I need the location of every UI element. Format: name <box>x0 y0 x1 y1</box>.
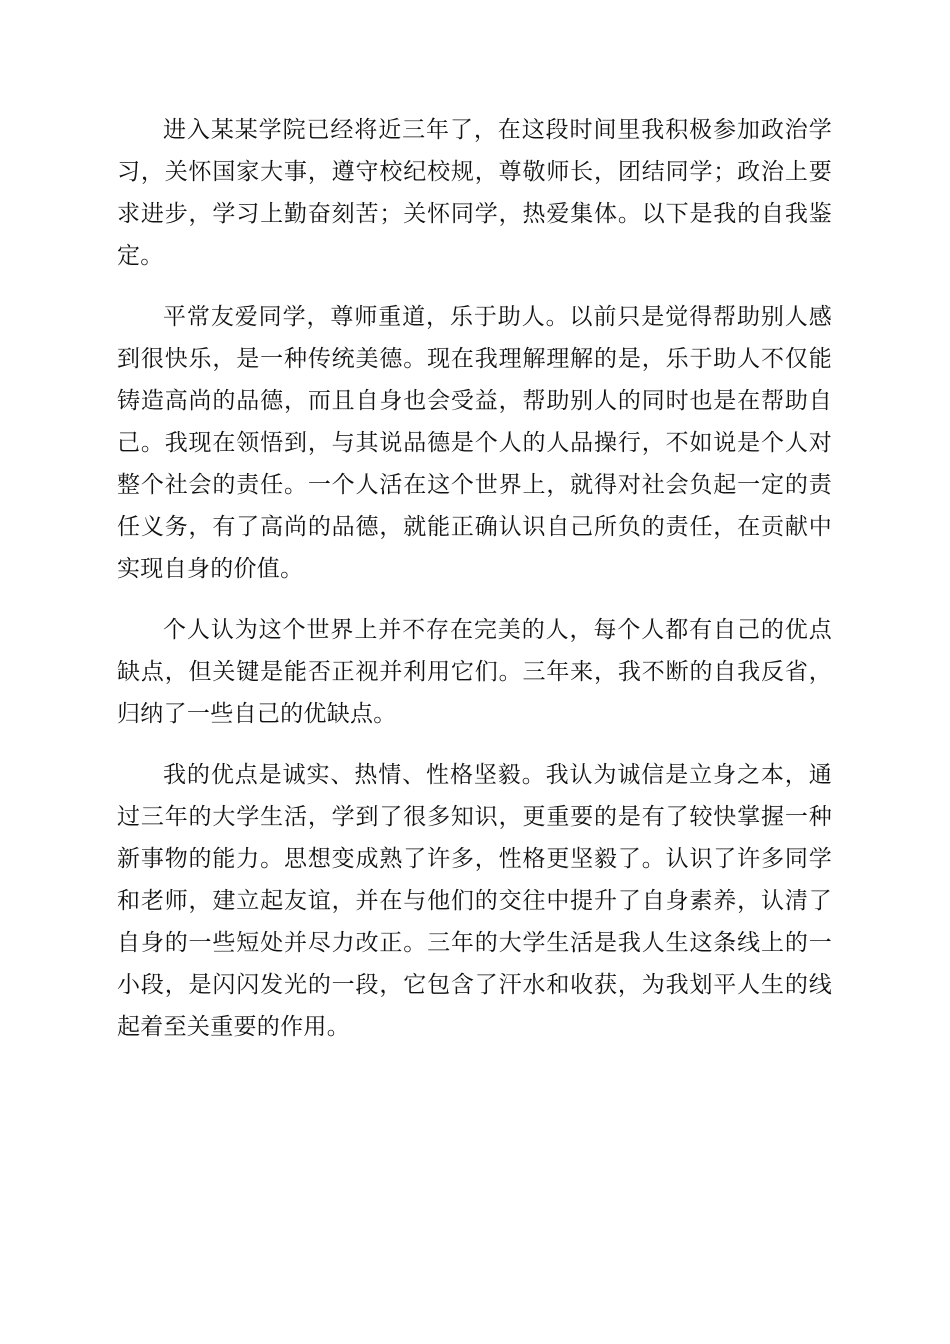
paragraph-4: 我的优点是诚实、热情、性格坚毅。我认为诚信是立身之本，通过三年的大学生活，学到了很多知识，更重要的是有了较快掌握一种新事物的能力。思想变成熟了许多，性格更坚毅了。认识了许多同学和老师，建立起友谊，并在与他们的交往中提升了自身素养，认清了自身的一些短处并尽力改正。三年的大学生活是我人生这条线上的一小段，是闪闪发光的一段，它包含了汗水和收获，为我划平人生的线起着至关重要的作用。 <box>117 762 832 1040</box>
paragraph-1: 进入某某学院已经将近三年了，在这段时间里我积极参加政治学习，关怀国家大事，遵守校纪校规，尊敬师长，团结同学；政治上要求进步，学习上勤奋刻苦；关怀同学，热爱集体。以下是我的自我鉴定。 <box>117 117 832 269</box>
paragraph-3: 个人认为这个世界上并不存在完美的人，每个人都有自己的优点缺点，但关键是能否正视并利用它们。三年来，我不断的自我反省，归纳了一些自己的优缺点。 <box>117 617 832 727</box>
document-body <box>117 109 832 1067</box>
paragraph-2: 平常友爱同学，尊师重道，乐于助人。以前只是觉得帮助别人感到很快乐，是一种传统美德。现在我理解理解的是，乐于助人不仅能铸造高尚的品德，而且自身也会受益，帮助别人的同时也是在帮助自己。我现在领悟到，与其说品德是个人的人品操行，不如说是个人对整个社会的责任。一个人活在这个世界上，就得对社会负起一定的责任义务，有了高尚的品德，就能正确认识自己所负的责任，在贡献中实现自身的价值。 <box>117 304 832 582</box>
